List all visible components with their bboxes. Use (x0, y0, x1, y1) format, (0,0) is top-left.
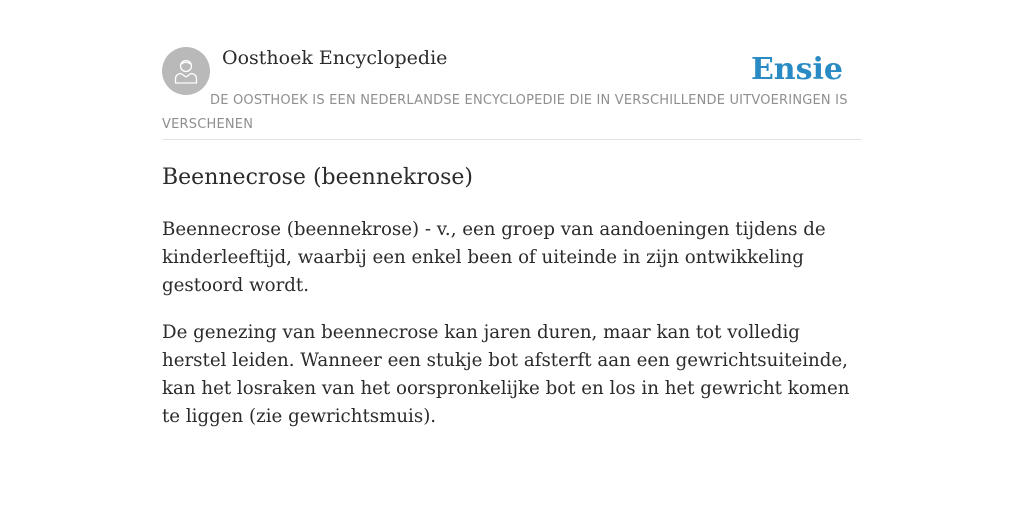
source-avatar[interactable] (162, 47, 210, 95)
brand-logo[interactable]: Ensie (750, 52, 843, 87)
user-icon (171, 56, 201, 86)
article-paragraph: Beennecrose (beennekrose) - v., een groep van aandoeningen tijdens de kinderleeftijd, waarbij een enkel been of uiteinde in zijn ontwikkeling gestoord wordt. (162, 219, 826, 296)
source-header (162, 0, 862, 140)
source-name-link[interactable]: Oosthoek Encyclopedie (222, 47, 448, 69)
article-paragraph: De genezing van beennecrose kan jaren duren, maar kan tot volledig herstel leiden. Wanneer een stukje bot afsterft aan een gewrichtsuiteinde, kan het losraken van het oorspronkelijke bot en los in het gewricht komen te liggen (zie gewrichtsmuis). (162, 322, 850, 427)
content-container (162, 0, 862, 427)
source-description: DE OOSTHOEK IS EEN NEDERLANDSE ENCYCLOPEDIE DIE IN VERSCHILLENDE UITVOERINGEN IS VERSCHENEN (162, 93, 848, 132)
article-body (162, 216, 862, 450)
article-title: Beennecrose (beennekrose) (162, 165, 473, 190)
